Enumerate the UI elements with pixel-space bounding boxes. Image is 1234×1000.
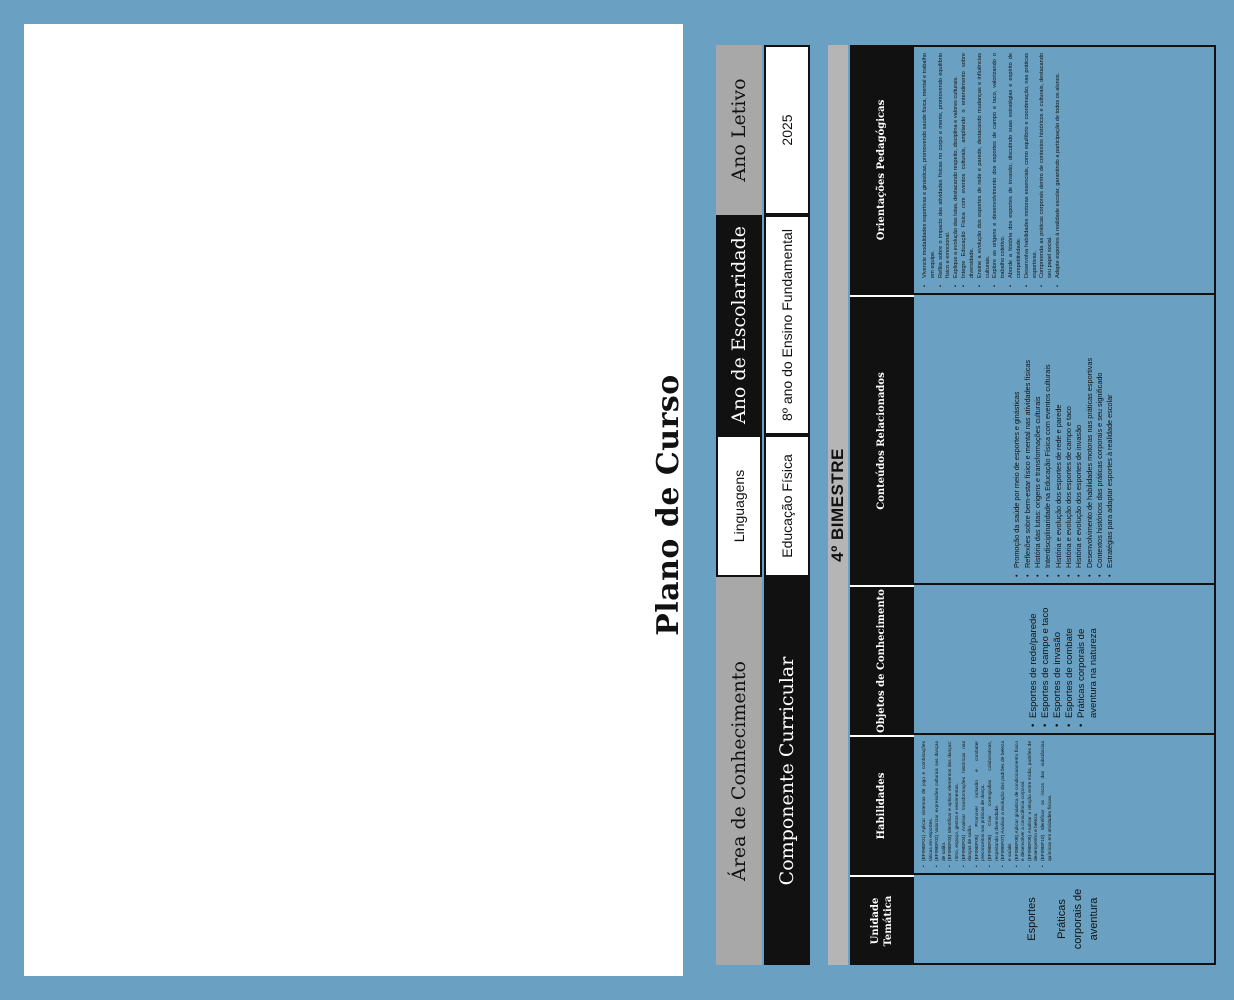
list-item: • (EF09EF07) Analisar a evolução dos padrões de beleza e saúde. bbox=[1001, 741, 1014, 867]
list-item: • Vivencie modalidades esportivas e ginásticas, promovendo saúde física, mental e trabalho em equipe. bbox=[922, 53, 938, 287]
conteudos-cell bbox=[914, 295, 1214, 585]
list-item: • Esportes de combate bbox=[1064, 591, 1076, 727]
page-sheet bbox=[24, 24, 1115, 976]
col-objetos: Objetos de Conhecimento bbox=[850, 585, 914, 735]
list-item: • Explore as origens e desenvolvimento dos esportes de campo e taco, valorizando o trabalho coletivo. bbox=[992, 53, 1008, 287]
list-item: • História e evolução dos esportes de rede e parede bbox=[1054, 301, 1064, 577]
objetos-cell bbox=[914, 585, 1214, 735]
list-item: • Explique a evolução das lutas, destacando respeito, disciplina e valores culturais. bbox=[953, 53, 961, 287]
list-item: • Integre Educação Física com eventos culturais, ampliando o entendimento sobre diversidade. bbox=[961, 53, 977, 287]
habilidades-cell bbox=[914, 735, 1214, 875]
unidade-cell bbox=[914, 875, 1214, 965]
list-item: • Desenvolva habilidades motoras essenciais, como equilíbrio e coordenação, nas práticas esportivas. bbox=[1024, 53, 1040, 287]
area-value: Linguagens bbox=[716, 435, 762, 577]
unidade-aventura: Práticas corporais de aventura bbox=[1056, 888, 1100, 950]
list-item: • História e evolução dos esportes de invasão bbox=[1074, 301, 1084, 577]
list-item: • (EF09EF10) Identificar os riscos das substâncias químicas em atividades físicas. bbox=[1041, 741, 1054, 867]
list-item: • Esportes de campo e taco bbox=[1040, 591, 1052, 727]
area-label: Área de Conhecimento bbox=[716, 577, 762, 965]
list-item: • (EF09EF02) Valorizar expressões culturais nas danças de salão. bbox=[935, 741, 948, 867]
col-habilidades: Habilidades bbox=[850, 735, 914, 875]
header-row-1 bbox=[716, 45, 762, 965]
list-item: • Esportes de rede/parede bbox=[1028, 591, 1040, 727]
componente-label: Componente Curricular bbox=[764, 577, 810, 965]
header-row-2 bbox=[764, 45, 810, 965]
rotated-document bbox=[634, 45, 1234, 965]
col-conteudos: Conteúdos Relacionados bbox=[850, 295, 914, 585]
col-orientacoes: Orientações Pedagógicas bbox=[850, 45, 914, 295]
ano-letivo-value: 2025 bbox=[764, 45, 810, 215]
ano-letivo-label: Ano Letivo bbox=[716, 45, 762, 215]
page-title: Plano de Curso bbox=[651, 374, 686, 636]
bimestre-band: 4º BIMESTRE bbox=[828, 45, 848, 965]
list-item: • (EF09EF08) Aplicar ginástica de condicionamento físico e desenvolver a consciência corporal. bbox=[1015, 741, 1028, 867]
list-item: • Contextos históricos das práticas corporais e seu significado bbox=[1095, 301, 1105, 577]
orientacoes-cell bbox=[914, 45, 1214, 295]
column-header-row bbox=[850, 45, 914, 965]
list-item: • Esportes de invasão bbox=[1052, 591, 1064, 727]
list-item: • Promoção da saúde por meio de esportes e ginásticas bbox=[1012, 301, 1022, 577]
list-item: • (EF09EF05) Promover inclusão e combater preconceitos nas práticas de dança. bbox=[975, 741, 988, 867]
list-item: • (EF09EF03) Identificar e aplicar elementos das danças: ritmo, espaço, gestos e vestimentas. bbox=[948, 741, 961, 867]
list-item: • Práticas corporais de aventura na natureza bbox=[1076, 591, 1100, 727]
unidade-esportes: Esportes bbox=[1026, 897, 1039, 941]
list-item: • Estratégias para adaptar esportes à realidade escolar bbox=[1105, 301, 1115, 577]
list-item: • (EF09EF09) Analisar a relação entre mídia, padrões de desempenho e beleza. bbox=[1028, 741, 1041, 867]
col-unidade: Unidade Temática bbox=[850, 875, 914, 965]
list-item: • História das lutas: origens e transformações culturais bbox=[1033, 301, 1043, 577]
ano-escolaridade-label: Ano de Escolaridade bbox=[716, 215, 762, 435]
list-item: • Reflexões sobre bem-estar físico e mental nas atividades físicas bbox=[1023, 301, 1033, 577]
list-item: • Reflita sobre o impacto das atividades físicas no corpo e mente, promovendo equilíbrio físico e emocional. bbox=[938, 53, 954, 287]
list-item: • (EF09EF04) Analisar transformações históricas nas danças de salão. bbox=[962, 741, 975, 867]
componente-value: Educação Física bbox=[764, 435, 810, 577]
list-item: • (EF09EF01) Aplicar sistemas de jogo e combinações táticas em esportes. bbox=[922, 741, 935, 867]
list-item: • História e evolução dos esportes de campo e taco bbox=[1064, 301, 1074, 577]
list-item: • Aborde a história dos esportes de invasão, discutindo suas estratégias e espírito de competitividade. bbox=[1008, 53, 1024, 287]
list-item: • Ensine a evolução dos esportes de rede e parede, destacando mudanças e influências culturais. bbox=[977, 53, 993, 287]
table-row bbox=[914, 45, 1216, 965]
list-item: • Interdisciplinaridade na Educação Física com eventos culturais bbox=[1043, 301, 1053, 577]
list-item: • Compreenda as práticas corporais dentro de contextos históricos e culturais, destacando seu papel social. bbox=[1039, 53, 1055, 287]
ano-escolaridade-value: 8º ano do Ensino Fundamental bbox=[764, 215, 810, 435]
list-item: • Desenvolvimento de habilidades motoras nas práticas esportivas bbox=[1085, 301, 1095, 577]
list-item: • Adapte esportes à realidade escolar, garantindo a participação de todos os alunos. bbox=[1055, 53, 1063, 287]
list-item: • (EF09EF06) Criar coreografias colaborativas, respeitando a diversidade. bbox=[988, 741, 1001, 867]
